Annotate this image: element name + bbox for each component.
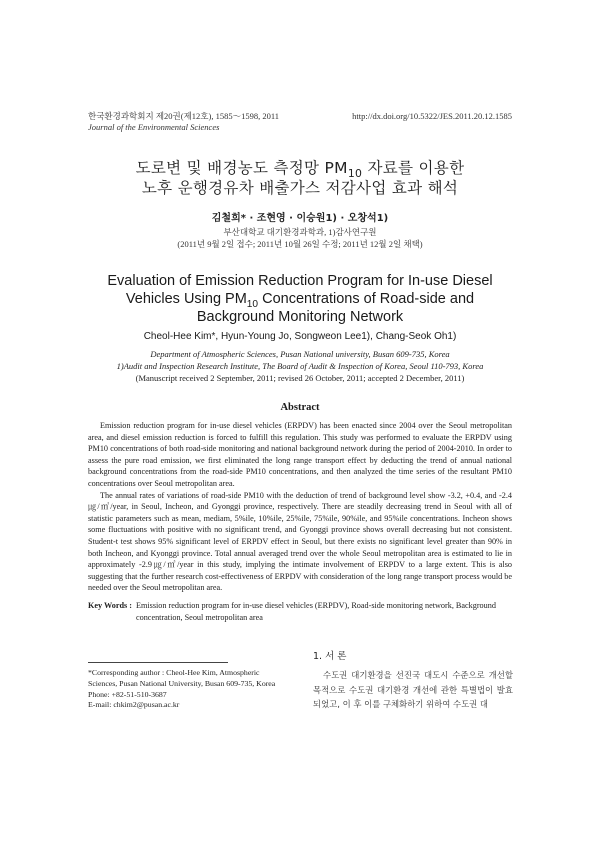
- section-1-heading: 1. 서 론: [313, 651, 347, 662]
- footnote-line-1: *Corresponding author : Cheol-Hee Kim, Atmospheric: [88, 668, 260, 677]
- english-title-line3: Background Monitoring Network: [196, 309, 404, 325]
- journal-header: [88, 111, 279, 133]
- korean-title-line2: 노후 운행경유차 배출가스 저감사업 효과 해석: [141, 179, 459, 197]
- journal-korean-citation: 한국환경과학회지 제20권(제12호), 1585～1598, 2011: [88, 111, 280, 121]
- english-title-line2-post: Concentrations of Road-side and: [258, 291, 475, 307]
- english-affiliation-1: Department of Atmospheric Sciences, Pusan National university, Busan 609-735, Korea: [150, 349, 450, 359]
- footnote-email[interactable]: E-mail: chkim2@pusan.ac.kr: [88, 700, 180, 710]
- korean-title: [0, 158, 600, 198]
- abstract-body: [88, 420, 512, 594]
- english-title: [0, 272, 600, 326]
- korean-title-subscript: 10: [347, 167, 363, 181]
- korean-authors: 김철희* · 조현영 · 이승원1) · 오창석1): [211, 213, 389, 224]
- abstract-heading: Abstract: [280, 402, 320, 413]
- korean-title-line1-pre: 도로변 및 배경농도 측정망 PM: [135, 159, 348, 177]
- keywords-label: Key Words :: [88, 601, 132, 610]
- corresponding-author-footnote: [88, 668, 288, 711]
- korean-dates: (2011년 9월 2일 접수; 2011년 10월 26일 수정; 2011년 12월 2일 채택): [177, 239, 423, 249]
- abstract-paragraph-1: Emission reduction program for in-use diesel vehicles (ERPDV) has been enacted since 2004 over the Seoul metropolitan area, and diesel emission reduction is forced to fulfill this regulation. This study was performed to evaluate the ERPDV using PM10 concentrations of both road-side monitoring and national background network during the period of 2004-2010. In order to assess the pure road emission, we first eliminated the long range transport effect by deducting the trend of annual national background concentrations from the road-side PM10 concentrations, and then analyzed the time series of the resultant PM10 concentrations over Seoul metropolitan area.: [88, 421, 512, 488]
- abstract-paragraph-2: The annual rates of variations of road-side PM10 with the deduction of trend of background level show -3.2, +0.4, and -2.4 ㎍/㎥/year, in Seoul, Incheon, and Gyonggi province, respectively. There are steadily decreasing trend in Seoul with all of statistic parameters such as mean, mediam, 5%ile, 10%ile, 25%ile, 75%ile, 90%ile, and 95%ile concentrations. Incheon shows some fluctuations with positive with no significant trend, and Gyonggi province shows overall decreasing but not consistent. Student-t test shows 95% significant level of ERPDV effect in Seoul, but there exists no significant level greater than 90% in both Incheon, and Kyonggi province. Total annual averaged trend over the whole Seoul metropolitan area is estimated to lie in approximately -2.9㎍/㎥/year in this study, implying the intimate involvement of ERPDV to a large extent. This is also suggesting that the further research cost-effectiveness of ERPDV with consideration of the long range transport process would be needed over the Seoul metropolitan area.: [88, 490, 512, 593]
- footnote-phone: Phone: +82-51-510-3687: [88, 689, 167, 699]
- english-title-line2-pre: Vehicles Using PM: [125, 291, 247, 307]
- korean-affiliation-block: [0, 226, 600, 250]
- korean-title-line1-post: 자료를 이용한: [362, 159, 465, 177]
- english-authors: Cheol-Hee Kim*, Hyun-Young Jo, Songweon Lee1), Chang-Seok Oh1): [143, 331, 457, 342]
- korean-affiliation: 부산대학교 대기환경과학과, 1)감사연구원: [223, 227, 377, 237]
- keywords: [88, 600, 512, 623]
- keywords-text: Emission reduction program for in-use diesel vehicles (ERPDV), Road-side monitoring network, Background concentration, Seoul metropolitan area: [135, 601, 496, 622]
- english-title-line1: Evaluation of Emission Reduction Program for In-use Diesel: [107, 273, 493, 289]
- english-dates: (Manuscript received 2 September, 2011; revised 26 October, 2011; accepted 2 December, 2011): [135, 373, 465, 383]
- doi-link[interactable]: http://dx.doi.org/10.5322/JES.2011.20.12.1585: [352, 111, 512, 121]
- footnote-line-2: Sciences, Pusan National University, Busan 609-735, Korea: [88, 678, 276, 688]
- section-1-text: 수도권 대기환경을 선진국 대도시 수준으로 개선할 목적으로 수도권 대기환경 개선에 관한 특별법이 발효되었고, 이 후 이를 구체화하기 위하여 수도권 대: [313, 670, 513, 709]
- footnote-divider: [88, 662, 228, 663]
- english-title-subscript: 10: [246, 298, 259, 310]
- english-affiliation-block: [0, 348, 600, 384]
- english-affiliation-2: 1)Audit and Inspection Research Institute, The Board of Audit & Inspection of Korea, Seoul 110-793, Korea: [116, 361, 484, 371]
- journal-english-name: Journal of the Environmental Sciences: [88, 122, 220, 132]
